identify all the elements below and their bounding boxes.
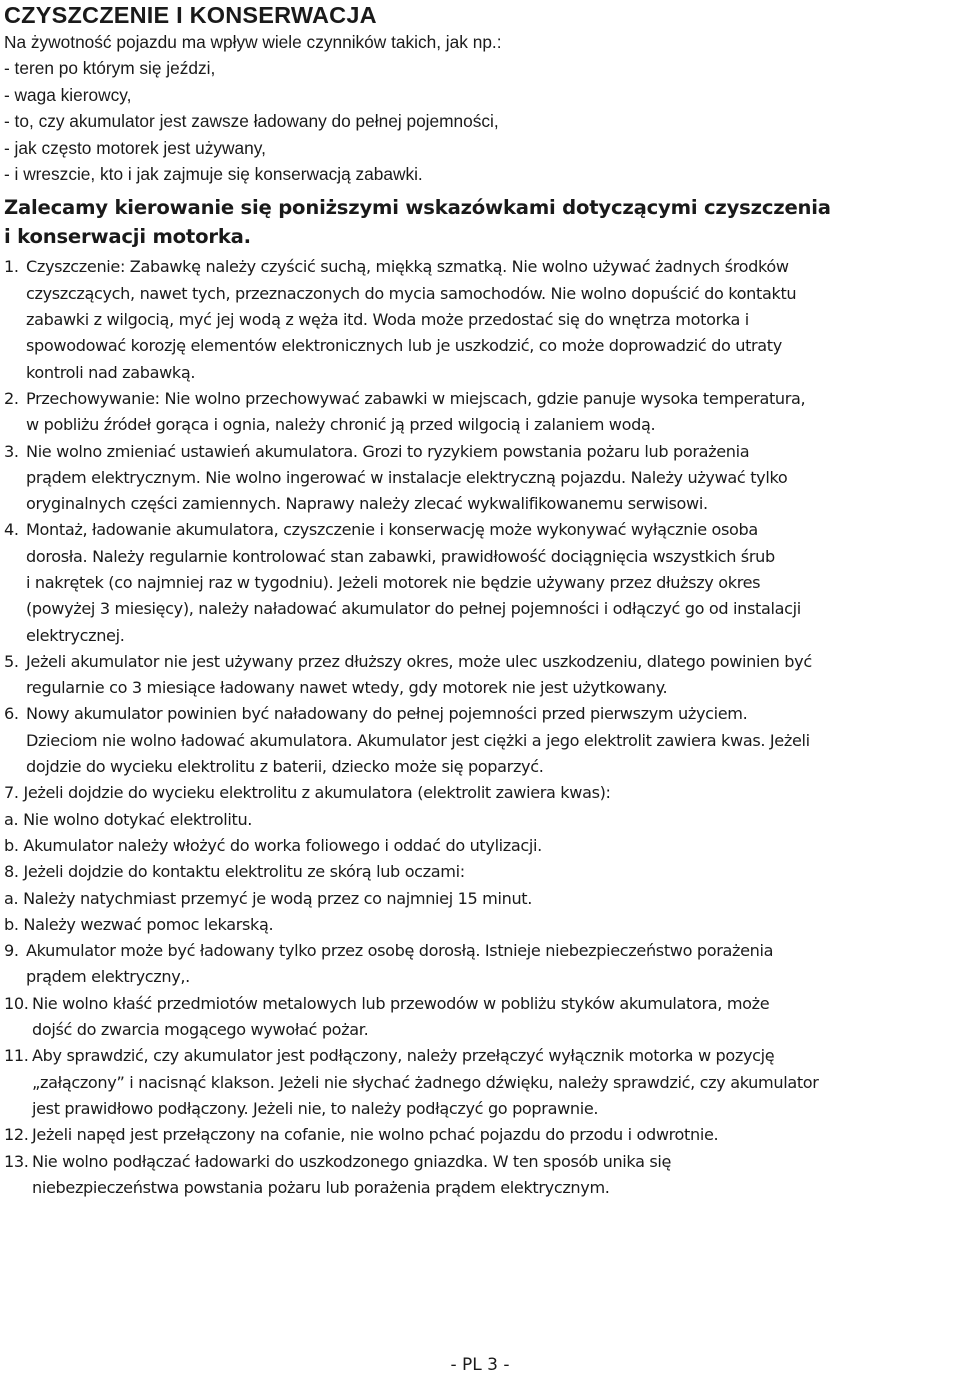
list-item-text: Akumulator może być ładowany tylko przez osobę dorosłą. Istnieje niebezpieczeństwo porażenia xyxy=(26,941,774,961)
list-item xyxy=(4,254,956,385)
list-item-number: 4. xyxy=(4,520,19,540)
list-item-number: b. xyxy=(4,835,19,855)
list-item-text: Dzieciom nie wolno ładować akumulatora. Akumulator jest ciężki a jego elektrolit zawiera kwas. Jeżeli xyxy=(26,730,810,750)
list-item xyxy=(4,517,956,648)
list-item-text: Jeżeli dojdzie do wycieku elektrolitu z akumulatora (elektrolit zawiera kwas): xyxy=(23,783,611,803)
list-item-number: 8. xyxy=(4,862,19,882)
list-item-text: Akumulator należy włożyć do worka foliowego i oddać do utylizacji. xyxy=(23,835,542,855)
list-item xyxy=(4,439,956,518)
list-item-text: Nie wolno podłączać ładowarki do uszkodzonego gniazdka. W ten sposób unika się xyxy=(32,1151,672,1171)
list-item xyxy=(4,991,956,1044)
intro-line: Na żywotność pojazdu ma wpływ wiele czynników takich, jak np.: xyxy=(4,32,502,52)
list-item-text: (powyżej 3 miesięcy), należy naładować akumulator do pełnej pojemności i odłączyć go od instalacji xyxy=(26,599,801,619)
list-item-text: Czyszczenie: Zabawkę należy czyścić suchą, miękką szmatką. Nie wolno używać żadnych środków xyxy=(26,257,789,277)
list-item-text: Należy wezwać pomoc lekarską. xyxy=(23,914,274,934)
list-item-number: b. xyxy=(4,914,19,934)
list-item xyxy=(4,912,956,938)
list-item-text: w pobliżu źródeł gorąca i ognia, należy chronić ją przed wilgocią i zalaniem wodą. xyxy=(26,415,656,435)
intro-section xyxy=(4,29,956,187)
list-item-text: regularnie co 3 miesiące ładowany nawet wtedy, gdy motorek nie jest użytkowany. xyxy=(26,678,668,698)
list-item-number: 11. xyxy=(4,1046,29,1066)
list-item-number: 1. xyxy=(4,257,19,277)
list-item-text: Nie wolno dotykać elektrolitu. xyxy=(23,809,253,829)
list-item xyxy=(4,886,956,912)
intro-line: - to, czy akumulator jest zawsze ładowany do pełnej pojemności, xyxy=(4,111,499,132)
list-item xyxy=(4,938,956,991)
list-item xyxy=(4,1149,956,1202)
page-title: CZYSZCZENIE I KONSERWACJA xyxy=(4,2,377,28)
list-item xyxy=(4,780,956,806)
list-item-text: spowodować korozję elementów elektronicznych lub je uszkodzić, co może doprowadzić do utraty xyxy=(26,336,782,356)
list-item xyxy=(4,649,956,702)
list-item-text: Nie wolno kłaść przedmiotów metalowych lub przewodów w pobliżu styków akumulatora, może xyxy=(32,993,770,1013)
list-item-text: dorosła. Należy regularnie kontrolować stan zabawki, prawidłowość dociągnięcia wszystkich śrub xyxy=(26,546,775,566)
list-item xyxy=(4,701,956,780)
list-item-text: czyszczących, nawet tych, przeznaczonych do mycia samochodów. Nie wolno dopuścić do kontaktu xyxy=(26,283,797,303)
list-item-text: prądem elektryczny,. xyxy=(26,967,190,987)
list-item xyxy=(4,859,956,885)
list-item-number: 10. xyxy=(4,993,29,1013)
list-item-text: Jeżeli napęd jest przełączony na cofanie, nie wolno pchać pojazdu do przodu i odwrotnie. xyxy=(32,1125,719,1145)
list-item-text: Należy natychmiast przemyć je wodą przez co najmniej 15 minut. xyxy=(23,888,533,908)
list-item-number: 13. xyxy=(4,1151,29,1171)
intro-line: - teren po którym się jeździ, xyxy=(4,58,216,79)
list-item-text: dojść do zwarcia mogącego wywołać pożar. xyxy=(32,1020,369,1040)
intro-line: - waga kierowcy, xyxy=(4,84,132,105)
list-item xyxy=(4,807,956,833)
list-item-number: 12. xyxy=(4,1125,29,1145)
list-item xyxy=(4,1122,956,1148)
list-item xyxy=(4,833,956,859)
list-item-number: 6. xyxy=(4,704,19,724)
list-item-text: Nowy akumulator powinien być naładowany do pełnej pojemności przed pierwszym użyciem. xyxy=(26,704,748,724)
list-item-text: „załączony” i nacisnąć klakson. Jeżeli nie słychać żadnego dźwięku, należy sprawdzić, czy akumulator xyxy=(32,1072,819,1092)
list-item-text: Jeżeli akumulator nie jest używany przez dłuższy okres, może ulec uszkodzeniu, dlatego powinien być xyxy=(26,651,812,671)
subheading-line: i konserwacji motorka. xyxy=(4,225,251,249)
list-item-text: zabawki z wilgocią, myć jej wodą z węża itd. Woda może przedostać się do wnętrza motorka i xyxy=(26,310,749,330)
list-item-text: oryginalnych części zamiennych. Naprawy należy zlecać wykwalifikowanemu serwisowi. xyxy=(26,494,708,514)
list-item-number: 5. xyxy=(4,651,19,671)
subheading xyxy=(4,193,956,251)
list-item-number: 3. xyxy=(4,441,19,461)
list-item-text: Jeżeli dojdzie do kontaktu elektrolitu ze skórą lub oczami: xyxy=(23,862,465,882)
intro-line: - jak często motorek jest używany, xyxy=(4,137,266,158)
list-item xyxy=(4,1043,956,1122)
list-item-text: kontroli nad zabawką. xyxy=(26,362,196,382)
instruction-list xyxy=(4,254,956,1201)
list-item xyxy=(4,386,956,439)
subheading-line: Zalecamy kierowanie się poniższymi wskazówkami dotyczącymi czyszczenia xyxy=(4,196,831,220)
list-item-text: Aby sprawdzić, czy akumulator jest podłączony, należy przełączyć wyłącznik motorka w pozycję xyxy=(32,1046,775,1066)
list-item-number: a. xyxy=(4,888,19,908)
list-item-number: 9. xyxy=(4,941,19,961)
list-item-text: i nakrętek (co najmniej raz w tygodniu). Jeżeli motorek nie będzie używany przez dłuższy okres xyxy=(26,573,761,592)
intro-line: - i wreszcie, kto i jak zajmuje się konserwacją zabawki. xyxy=(4,164,423,185)
list-item-text: Przechowywanie: Nie wolno przechowywać zabawki w miejscach, gdzie panuje wysoka temperatura, xyxy=(26,388,806,408)
list-item-text: Nie wolno zmieniać ustawień akumulatora. Grozi to ryzykiem powstania pożaru lub porażenia xyxy=(26,441,750,461)
list-item-text: elektrycznej. xyxy=(26,625,125,645)
page-number: - PL 3 - xyxy=(450,1355,510,1375)
list-item-number: a. xyxy=(4,809,19,829)
list-item-text: Montaż, ładowanie akumulatora, czyszczenie i konserwację może wykonywać wyłącznie osoba xyxy=(26,520,758,540)
list-item-text: dojdzie do wycieku elektrolitu z baterii, dziecko może się poparzyć. xyxy=(26,757,544,777)
list-item-text: prądem elektrycznym. Nie wolno ingerować w instalacje elektryczną pojazdu. Należy używać tylko xyxy=(26,467,788,487)
list-item-text: niebezpieczeństwa powstania pożaru lub porażenia prądem elektrycznym. xyxy=(32,1177,610,1197)
list-item-number: 2. xyxy=(4,388,19,408)
document-page xyxy=(4,0,956,1201)
list-item-text: jest prawidłowo podłączony. Jeżeli nie, to należy podłączyć go poprawnie. xyxy=(32,1098,599,1118)
list-item-number: 7. xyxy=(4,783,19,803)
